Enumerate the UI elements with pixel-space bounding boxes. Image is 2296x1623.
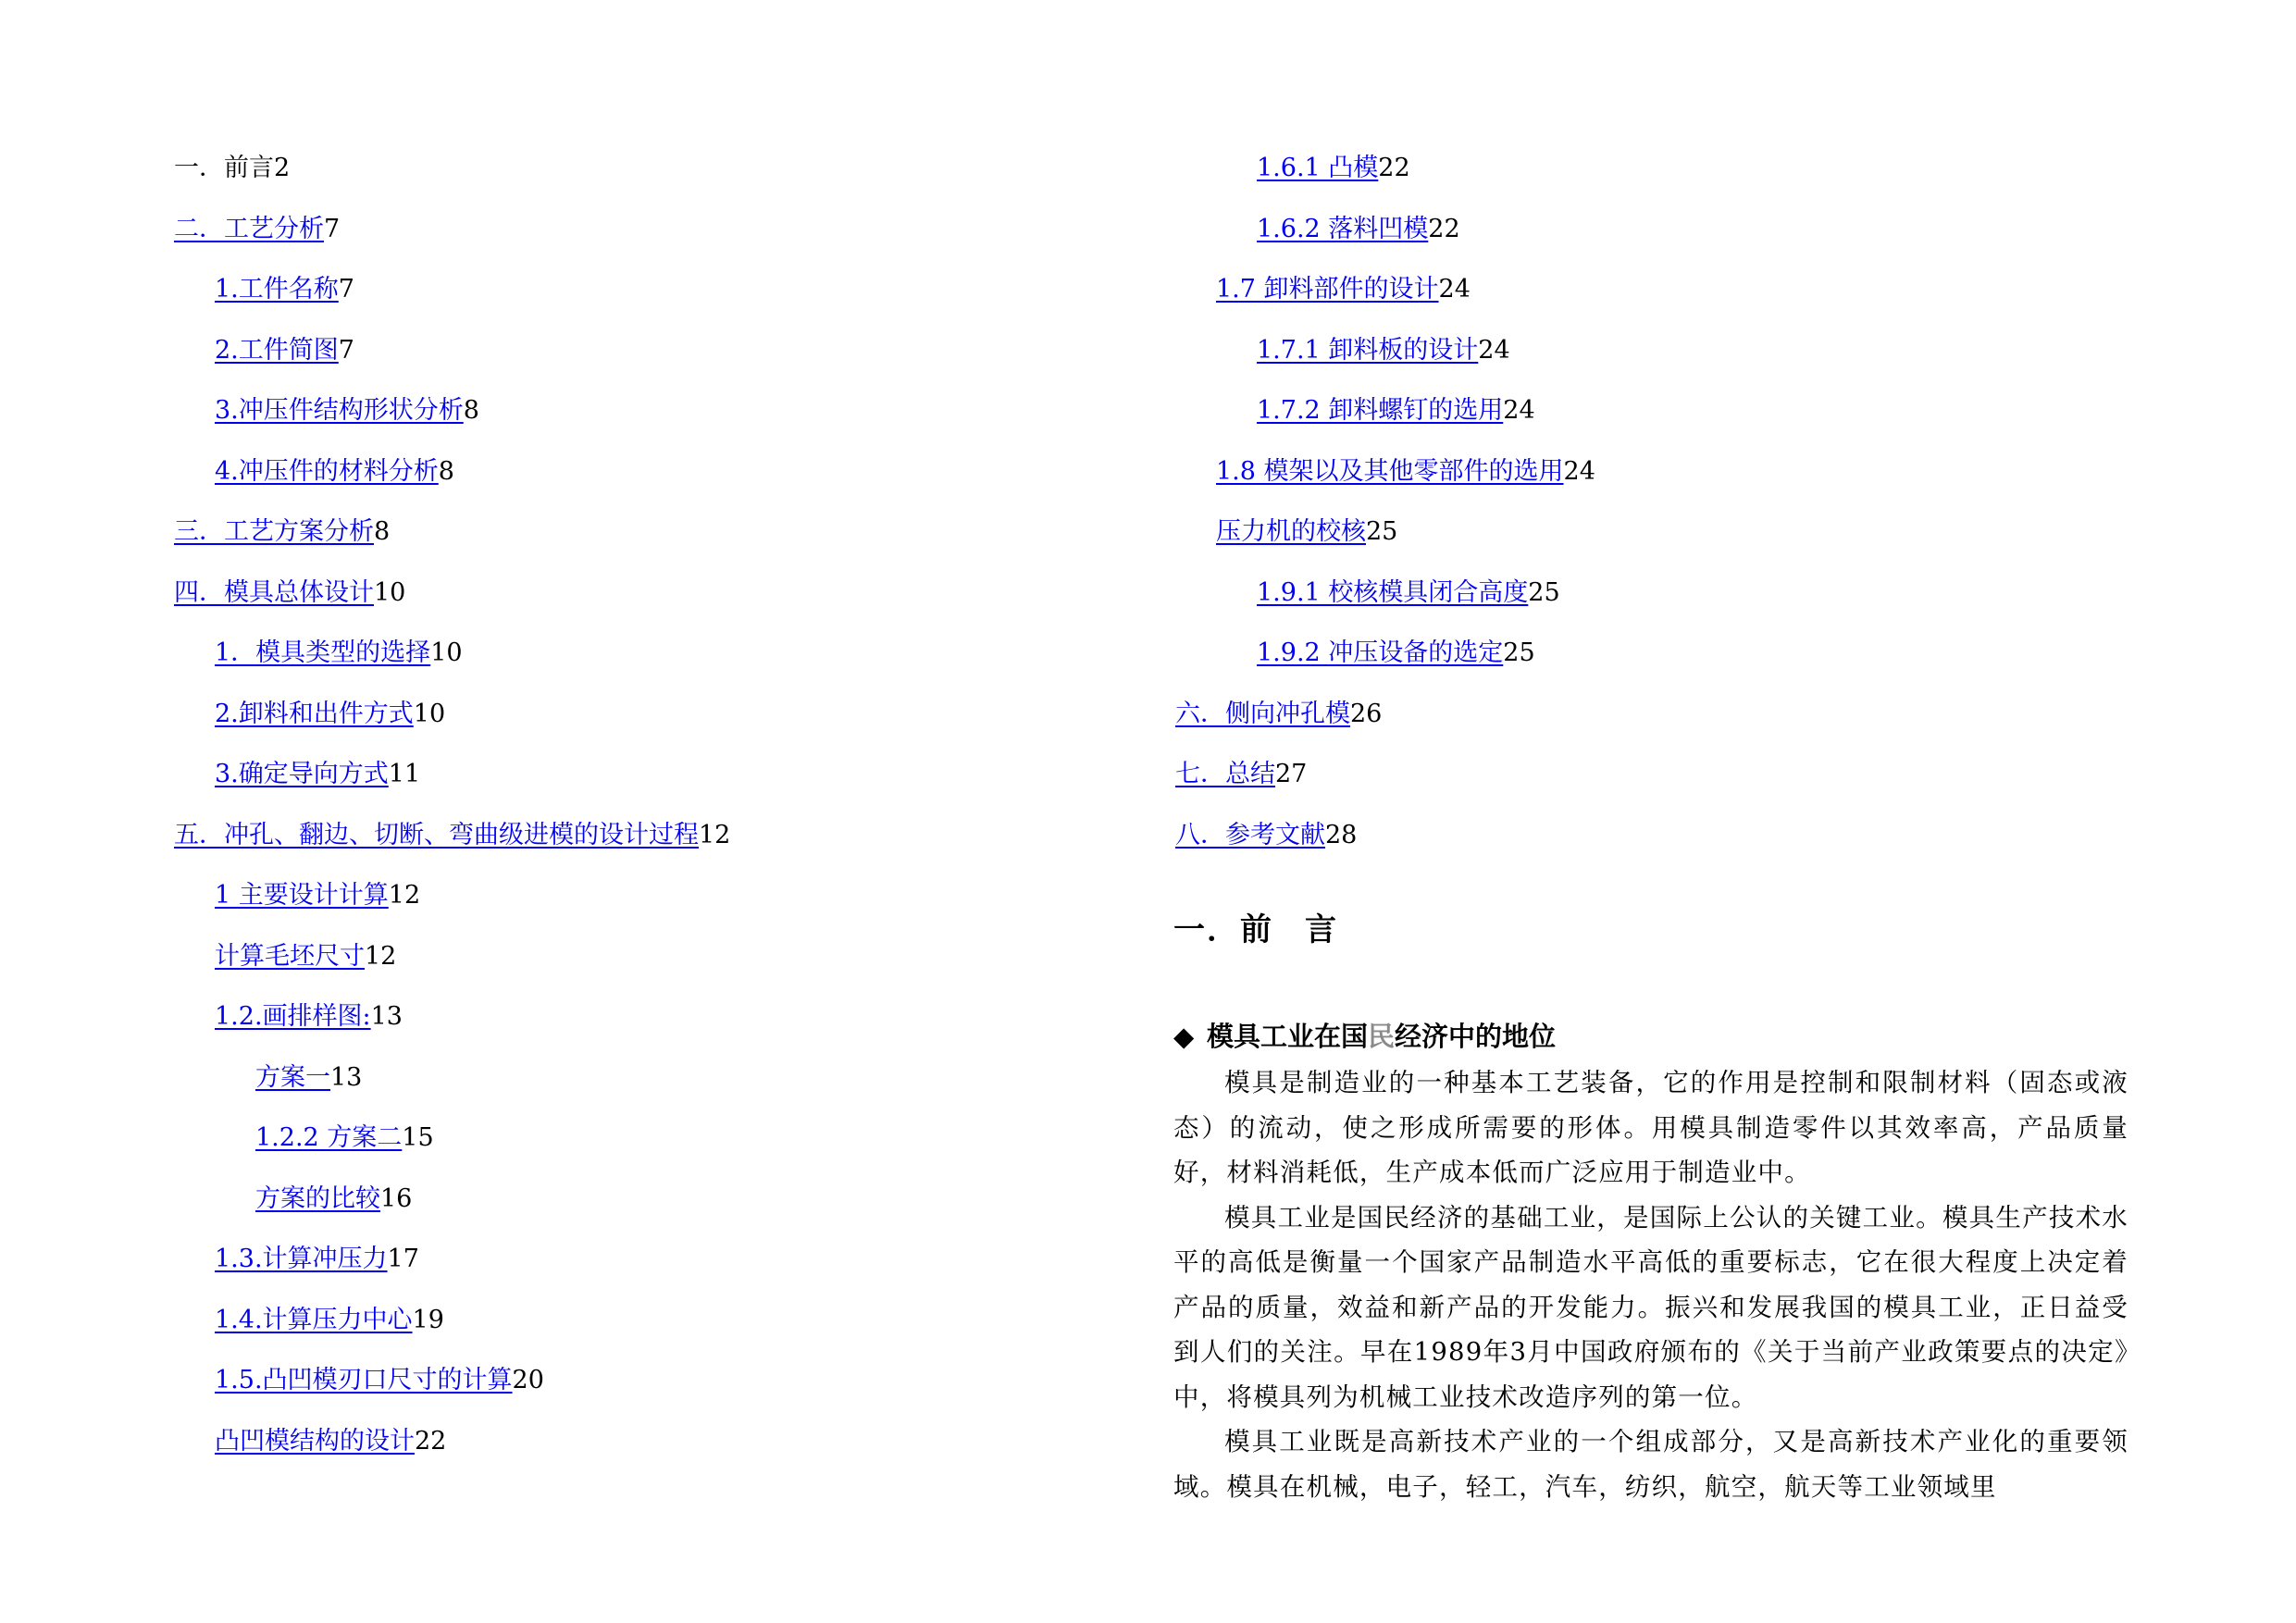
toc-entry[interactable] — [1175, 328, 1595, 390]
toc-entry-label: 一．前言 — [174, 154, 274, 182]
toc-entry[interactable] — [174, 571, 730, 632]
toc-entry-page-number: 24 — [1503, 396, 1535, 425]
toc-entry-link[interactable]: 1 主要设计计算 — [215, 881, 389, 910]
toc-entry-link[interactable]: 方案一 — [255, 1062, 330, 1092]
toc-entry[interactable] — [1175, 631, 1595, 692]
section-title-after: 经济中的地位 — [1395, 1021, 1557, 1052]
toc-entry-page-number: 24 — [1478, 335, 1510, 365]
toc-entry-page-number: 8 — [438, 456, 454, 486]
toc-entry[interactable] — [174, 873, 730, 935]
toc-entry[interactable] — [1175, 692, 1595, 753]
toc-entry[interactable] — [1175, 813, 1595, 874]
paragraph: 模具是制造业的一种基本工艺装备，它的作用是控制和限制材料（固态或液态）的流动，使之形成所需要的形体。用模具制造零件以其效率高，产品质量好，材料消耗低，生产成本低而广泛应用于制造业中。 — [1173, 1068, 2128, 1187]
toc-entry-page-number: 7 — [338, 275, 354, 304]
toc-entry-link[interactable]: 六．侧向冲孔模 — [1175, 699, 1350, 728]
toc-entry-link[interactable]: 1.7 卸料部件的设计 — [1216, 275, 1439, 304]
toc-entry-link[interactable]: 七．总结 — [1175, 760, 1275, 788]
article-title-main: 一．前 — [1173, 911, 1273, 948]
article-title — [1173, 907, 2128, 953]
toc-entry-link[interactable]: 4.冲压件的材料分析 — [215, 456, 439, 486]
toc-entry[interactable] — [174, 267, 730, 328]
toc-entry[interactable] — [1175, 510, 1595, 571]
toc-entry-link[interactable]: 1.4.计算压力中心 — [215, 1305, 413, 1334]
toc-entry[interactable] — [1175, 267, 1595, 328]
toc-entry[interactable] — [174, 995, 730, 1056]
toc-entry[interactable] — [174, 328, 730, 390]
toc-entry-link[interactable]: 3.确定导向方式 — [215, 760, 389, 788]
article-title-tail: 言 — [1305, 911, 1338, 948]
toc-entry-page-number: 17 — [387, 1245, 419, 1273]
toc-entry-link[interactable]: 1.2.2 方案二 — [255, 1123, 403, 1152]
toc-entry-link[interactable]: 二．工艺分析 — [174, 214, 324, 243]
toc-entry-page-number: 7 — [324, 214, 341, 243]
toc-entry-page-number: 8 — [374, 517, 391, 546]
toc-entry-link[interactable]: 1.2.画排样图: — [215, 1002, 371, 1031]
toc-entry-page-number: 16 — [380, 1183, 413, 1213]
toc-entry-page-number: 10 — [413, 699, 446, 728]
toc-entry-page-number: 12 — [388, 881, 421, 910]
toc-entry-page-number: 10 — [374, 577, 406, 607]
toc-entry[interactable] — [174, 813, 730, 874]
toc-entry-page-number: 2 — [274, 154, 291, 182]
toc-entry-link[interactable]: 压力机的校核 — [1216, 517, 1366, 546]
toc-entry[interactable] — [174, 752, 730, 813]
toc-entry-page-number: 7 — [338, 335, 354, 365]
toc-entry[interactable] — [1175, 389, 1595, 450]
toc-entry[interactable] — [174, 935, 730, 996]
toc-entry-link[interactable]: 3.冲压件结构形状分析 — [215, 396, 464, 425]
toc-entry-page-number: 12 — [365, 941, 397, 971]
toc-entry[interactable] — [174, 207, 730, 268]
article — [1173, 907, 2128, 1509]
toc-entry-link[interactable]: 凸凹模结构的设计 — [215, 1426, 415, 1456]
toc-entry-page-number: 22 — [415, 1426, 447, 1456]
toc-entry-link[interactable]: 计算毛坯尺寸 — [215, 941, 365, 971]
toc-entry-link[interactable]: 1.7.2 卸料螺钉的选用 — [1257, 396, 1504, 425]
toc-entry[interactable] — [174, 631, 730, 692]
toc-entry-link[interactable]: 1.6.1 凸模 — [1257, 154, 1379, 182]
toc-entry-page-number: 28 — [1325, 820, 1358, 849]
toc-entry[interactable] — [174, 692, 730, 753]
paragraph: 模具工业既是高新技术产业的一个组成部分，又是高新技术产业化的重要领域。模具在机械，电子，轻工，汽车，纺织，航空，航天等工业领域里 — [1173, 1427, 2128, 1502]
toc-entry-link[interactable]: 1.6.2 落料凹模 — [1257, 214, 1429, 243]
toc-entry-link[interactable]: 五．冲孔、翻边、切断、弯曲级进模的设计过程 — [174, 820, 699, 849]
toc-entry[interactable] — [174, 389, 730, 450]
toc-entry-link[interactable]: 1．模具类型的选择 — [215, 638, 431, 667]
toc-entry-page-number: 15 — [402, 1123, 434, 1152]
toc-entry-link[interactable]: 1.9.1 校核模具闭合高度 — [1257, 577, 1529, 607]
toc-entry[interactable] — [174, 1419, 730, 1481]
toc-entry-link[interactable]: 方案的比较 — [255, 1183, 380, 1213]
diamond-bullet-icon: ◆ — [1173, 1021, 1195, 1052]
section-title-before: 模具工业在国 — [1207, 1021, 1369, 1052]
paragraph: 模具工业是国民经济的基础工业，是国际上公认的关键工业。模具生产技术水平的高低是衡量一个国家产品制造水平高低的重要标志，它在很大程度上决定着产品的质量，效益和新产品的开发能力。振兴和发展我国的模具工业，正日益受到人们的关注。早在1989年3月中国政府颁布的《关于当前产业政策要点的决定》中，将模具列为机械工业技术改造序列的第一位。 — [1173, 1202, 2128, 1412]
toc-entry[interactable] — [174, 1177, 730, 1238]
toc-entry-page-number: 20 — [512, 1366, 544, 1394]
toc-entry-link[interactable]: 八．参考文献 — [1175, 820, 1325, 849]
toc-entry-page-number: 11 — [388, 760, 421, 788]
toc-entry-page-number: 24 — [1563, 456, 1595, 486]
toc-entry[interactable] — [174, 450, 730, 511]
toc-entry-page-number: 13 — [330, 1062, 363, 1092]
toc-entry[interactable] — [174, 1298, 730, 1359]
toc-entry[interactable] — [174, 1116, 730, 1177]
toc-entry-link[interactable]: 2.工件简图 — [215, 335, 339, 365]
toc-entry-page-number: 25 — [1503, 638, 1535, 667]
toc-entry[interactable] — [1175, 752, 1595, 813]
toc-entry-page-number: 25 — [1366, 517, 1398, 546]
section-heading — [1173, 1016, 2128, 1057]
toc-entry-page-number: 13 — [370, 1002, 403, 1031]
toc-entry — [174, 146, 730, 207]
toc-entry-link[interactable]: 2.卸料和出件方式 — [215, 699, 414, 728]
toc-entry-page-number: 10 — [430, 638, 463, 667]
toc-entry-page-number: 12 — [699, 820, 731, 849]
toc-entry-link[interactable]: 1.3.计算冲压力 — [215, 1245, 388, 1273]
toc-entry-link[interactable]: 三．工艺方案分析 — [174, 517, 374, 546]
toc-entry-page-number: 27 — [1275, 760, 1308, 788]
toc-entry[interactable] — [174, 510, 730, 571]
toc-right-column — [1175, 146, 1595, 873]
toc-entry-link[interactable]: 1.5.凸凹模刃口尺寸的计算 — [215, 1366, 513, 1394]
toc-entry-page-number: 22 — [1428, 214, 1460, 243]
toc-entry[interactable] — [174, 1358, 730, 1419]
toc-entry[interactable] — [1175, 146, 1595, 207]
toc-entry-page-number: 24 — [1438, 275, 1471, 304]
toc-entry-link[interactable]: 1.8 模架以及其他零部件的选用 — [1216, 456, 1564, 486]
toc-entry[interactable] — [174, 1237, 730, 1298]
toc-entry-page-number: 8 — [463, 396, 479, 425]
toc-entry-page-number: 22 — [1378, 154, 1410, 182]
toc-entry-page-number: 25 — [1528, 577, 1560, 607]
toc-entry[interactable] — [1175, 450, 1595, 511]
toc-entry[interactable] — [1175, 207, 1595, 268]
toc-entry-link[interactable]: 四．模具总体设计 — [174, 577, 374, 607]
toc-entry[interactable] — [1175, 571, 1595, 632]
toc-entry-page-number: 26 — [1350, 699, 1383, 728]
toc-entry-link[interactable]: 1.9.2 冲压设备的选定 — [1257, 638, 1504, 667]
section-title-highlight: 民 — [1368, 1021, 1396, 1052]
toc-entry[interactable] — [174, 1056, 730, 1117]
toc-entry-link[interactable]: 1.7.1 卸料板的设计 — [1257, 335, 1479, 365]
toc-left-column — [174, 146, 730, 1480]
toc-entry-page-number: 19 — [412, 1305, 444, 1334]
toc-entry-link[interactable]: 1.工件名称 — [215, 275, 339, 304]
